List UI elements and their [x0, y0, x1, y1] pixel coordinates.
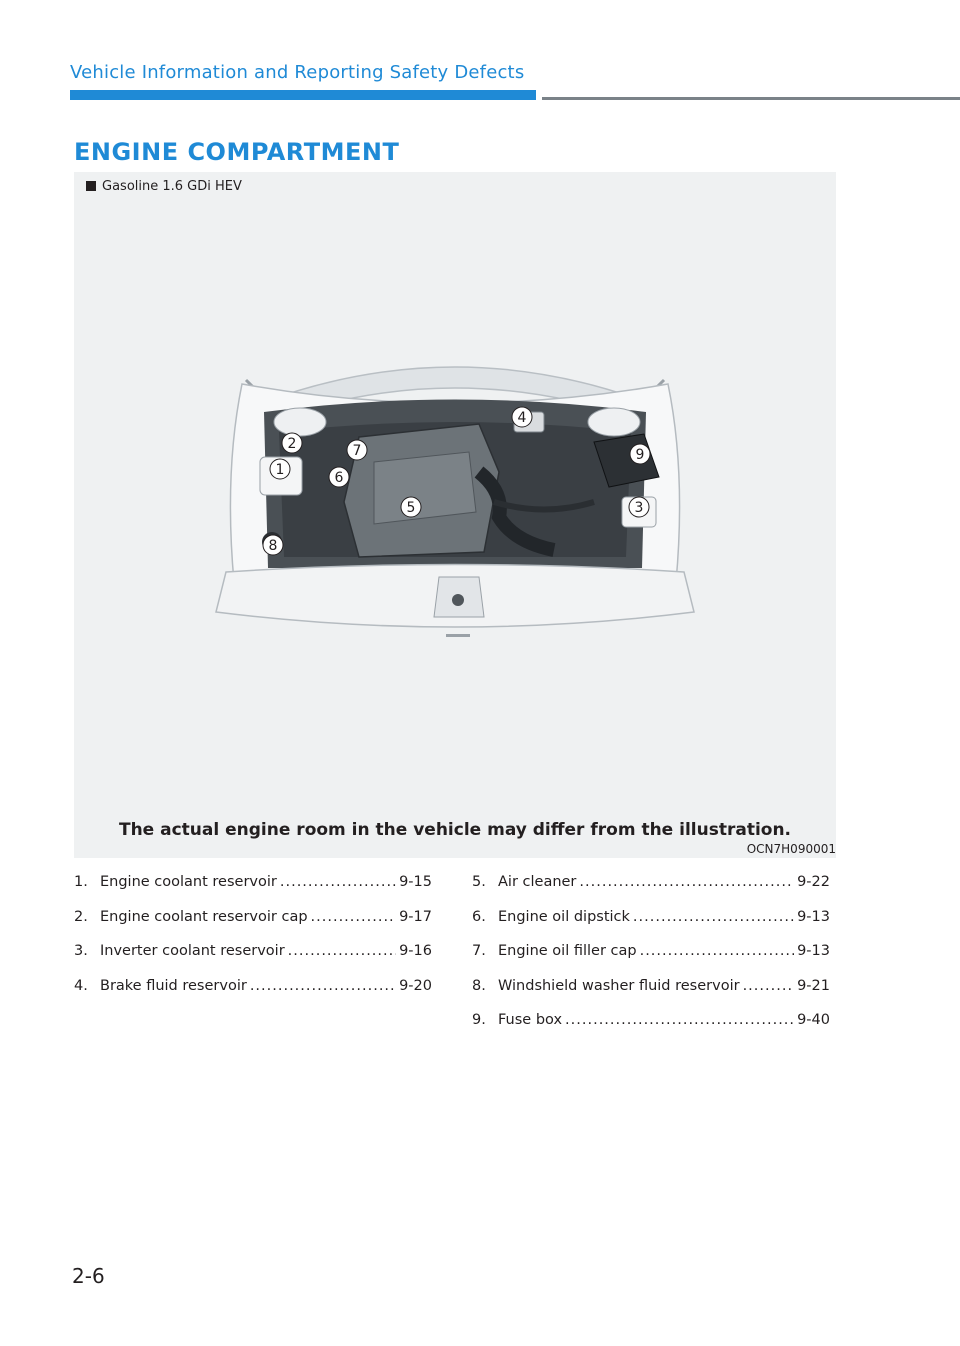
item-page-ref: 9-20	[399, 977, 432, 994]
callout-7	[347, 440, 367, 460]
svg-text:2: 2	[287, 436, 297, 452]
list-item	[472, 1012, 830, 1047]
engine-illustration	[74, 172, 836, 858]
item-page-ref: 9-22	[797, 874, 830, 890]
list-item	[74, 978, 432, 1013]
item-name: Windshield washer fluid reservoir	[498, 977, 740, 994]
figure-code: OCN7H090001	[746, 842, 836, 856]
header-accent-bar	[70, 90, 536, 100]
item-page-ref: 9-15	[399, 874, 432, 890]
leader-dots	[633, 909, 794, 925]
item-number: 2.	[74, 908, 88, 925]
svg-text:6: 6	[334, 470, 344, 486]
section-title: ENGINE COMPARTMENT	[74, 138, 400, 166]
item-number: 7.	[472, 943, 486, 959]
svg-text:1: 1	[275, 462, 285, 478]
item-page-ref: 9-40	[797, 1012, 830, 1028]
leader-dots	[579, 874, 794, 890]
item-number: 4.	[74, 977, 88, 994]
svg-text:9: 9	[635, 447, 645, 463]
figure-label-text: Gasoline 1.6 GDi HEV	[102, 179, 242, 194]
list-item	[472, 978, 830, 1013]
list-item	[472, 874, 830, 909]
header-rule	[542, 97, 960, 100]
item-page-ref: 9-13	[797, 943, 830, 959]
item-number: 5.	[472, 874, 486, 890]
svg-text:4: 4	[517, 410, 527, 426]
item-number: 8.	[472, 977, 486, 994]
item-number: 6.	[472, 908, 486, 925]
callout-5	[401, 497, 421, 517]
item-name: Engine oil dipstick	[498, 908, 630, 925]
svg-text:3: 3	[634, 500, 644, 516]
leader-dots	[250, 978, 396, 994]
svg-text:7: 7	[352, 443, 362, 459]
list-item	[472, 909, 830, 944]
item-page-ref: 9-13	[797, 908, 830, 925]
item-number: 3.	[74, 943, 88, 959]
leader-dots	[743, 978, 795, 994]
running-header: Vehicle Information and Reporting Safety Defects	[70, 62, 525, 83]
callout-3	[629, 497, 649, 517]
leader-dots	[640, 943, 794, 959]
list-item	[74, 874, 432, 909]
item-name: Inverter coolant reservoir	[100, 943, 285, 959]
item-page-ref: 9-17	[399, 908, 432, 925]
item-name: Engine coolant reservoir cap	[100, 908, 308, 925]
list-item	[472, 943, 830, 978]
callout-8	[263, 535, 283, 555]
callout-2	[282, 433, 302, 453]
item-number: 1.	[74, 874, 88, 890]
leader-dots	[288, 943, 396, 959]
item-page-ref: 9-16	[399, 943, 432, 959]
item-page-ref: 9-21	[797, 977, 830, 994]
list-item	[74, 909, 432, 944]
leader-dots	[565, 1012, 794, 1028]
item-number: 9.	[472, 1012, 486, 1028]
svg-text:8: 8	[268, 538, 278, 554]
callout-4	[512, 407, 532, 427]
item-name: Engine oil filler cap	[498, 943, 637, 959]
leader-dots	[311, 909, 397, 925]
list-item	[74, 943, 432, 978]
svg-text:5: 5	[406, 500, 416, 516]
callout-1	[270, 459, 290, 479]
page-number: 2-6	[72, 1264, 105, 1288]
component-list-right	[472, 874, 830, 1047]
callout-6	[329, 467, 349, 487]
item-name: Fuse box	[498, 1012, 563, 1028]
leader-dots	[280, 874, 396, 890]
engine-figure	[74, 172, 836, 858]
component-list-left	[74, 874, 432, 1012]
item-name: Air cleaner	[498, 874, 577, 890]
item-name: Engine coolant reservoir	[100, 874, 277, 890]
figure-caption: The actual engine room in the vehicle may differ from the illustration.	[118, 820, 792, 840]
callout-9	[630, 444, 650, 464]
item-name: Brake fluid reservoir	[100, 977, 247, 994]
